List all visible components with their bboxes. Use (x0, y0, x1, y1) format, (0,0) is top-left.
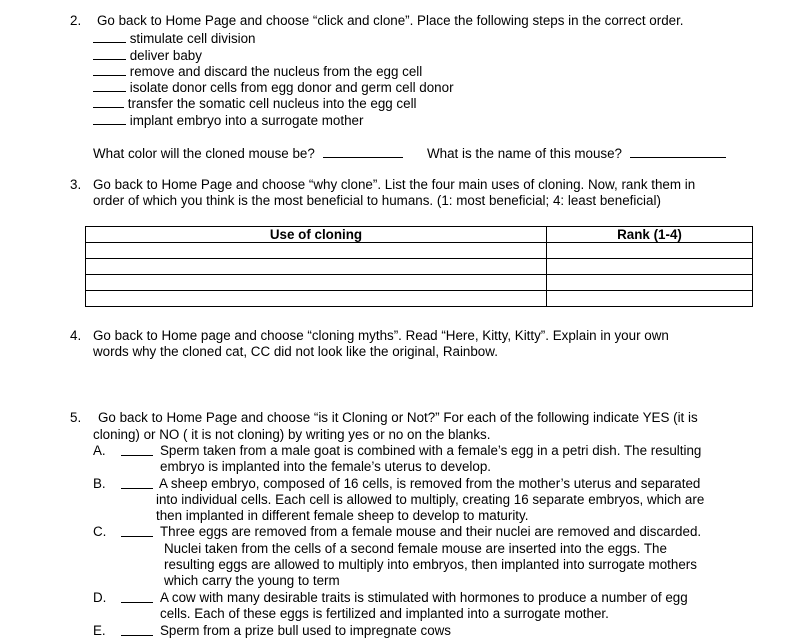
rank-cell[interactable] (547, 259, 753, 275)
item-text: embryo is implanted into the female’s uterus to develop. (160, 459, 491, 474)
q2-name-question (427, 145, 726, 162)
yes-no-blank[interactable] (121, 590, 153, 603)
yes-no-blank[interactable] (121, 623, 153, 636)
q2-step-text: remove and discard the nucleus from the egg cell (129, 64, 423, 79)
use-cell[interactable] (86, 243, 547, 259)
item-text: into individual cells. Each cell is allowed to multiply, creating 16 separate embryos, which are (156, 492, 705, 507)
table-row (86, 275, 753, 291)
item-text: Three eggs are removed from a female mouse and their nuclei are removed and discarded. (160, 524, 702, 539)
q4-number: 4. (70, 328, 82, 343)
q2-step-row (93, 47, 202, 64)
q2-number: 2. (70, 13, 82, 28)
q3-line1: Go back to Home Page and choose “why clone”. List the four main uses of cloning. Now, rank them in (93, 177, 696, 192)
answer-blank[interactable] (93, 79, 126, 92)
yes-no-blank[interactable] (121, 443, 153, 456)
q2-step-text: transfer the somatic cell nucleus into the egg cell (127, 96, 417, 111)
q2-prompt: Go back to Home Page and choose “click and clone”. Place the following steps in the correct order. (97, 13, 684, 28)
item-letter: C. (93, 524, 107, 539)
item-text: which carry the young to term (164, 573, 340, 588)
item-letter: E. (93, 623, 106, 638)
item-text: Sperm from a prize bull used to impregnate cows (160, 623, 452, 638)
rank-cell[interactable] (547, 243, 753, 259)
q2-color-question (93, 145, 403, 162)
name-question-text: What is the name of this mouse? (427, 146, 623, 161)
yes-no-blank[interactable] (121, 524, 153, 537)
name-answer-blank[interactable] (630, 145, 726, 158)
table-row (86, 291, 753, 307)
q2-step-row (93, 95, 417, 112)
item-letter: A. (93, 443, 106, 458)
q5-line2: cloning) or NO ( it is not cloning) by writing yes or no on the blanks. (93, 427, 491, 442)
q5-number: 5. (70, 410, 82, 425)
item-text: resulting eggs are allowed to multiply into embryos, then implanted into surrogate mothers (164, 557, 697, 572)
q2-step-text: isolate donor cells from egg donor and germ cell donor (129, 80, 454, 95)
rank-header: Rank (1-4) (547, 227, 753, 243)
color-question-text: What color will the cloned mouse be? (93, 146, 315, 161)
q2-step-text: implant embryo into a surrogate mother (129, 113, 364, 128)
q2-step-row (93, 112, 363, 129)
use-cell[interactable] (86, 275, 547, 291)
answer-blank[interactable] (93, 112, 126, 125)
yes-no-blank[interactable] (121, 476, 153, 489)
q2-step-row (93, 63, 422, 80)
answer-blank[interactable] (93, 47, 126, 60)
color-answer-blank[interactable] (323, 145, 403, 158)
q5-line1: Go back to Home Page and choose “is it Cloning or Not?” For each of the following indicate YES (it is (98, 410, 698, 425)
cloning-uses-table (85, 226, 753, 307)
answer-blank[interactable] (93, 95, 124, 108)
item-text: A cow with many desirable traits is stimulated with hormones to produce a number of egg (160, 590, 688, 605)
q3-number: 3. (70, 177, 82, 192)
q4-line2: words why the cloned cat, CC did not look like the original, Rainbow. (93, 344, 498, 359)
table-row (86, 259, 753, 275)
use-cell[interactable] (86, 259, 547, 275)
q3-line2: order of which you think is the most beneficial to humans. (1: most beneficial; 4: least beneficial) (93, 193, 661, 208)
answer-blank[interactable] (93, 30, 126, 43)
answer-blank[interactable] (93, 63, 126, 76)
item-text: Nuclei taken from the cells of a second female mouse are inserted into the eggs. The (164, 541, 667, 556)
use-of-cloning-header: Use of cloning (86, 227, 547, 243)
table-header-row (86, 227, 753, 243)
q2-step-row (93, 30, 256, 47)
table-row (86, 243, 753, 259)
q4-line1: Go back to Home page and choose “cloning myths”. Read “Here, Kitty, Kitty”. Explain in your own (93, 328, 669, 343)
use-cell[interactable] (86, 291, 547, 307)
q2-step-text: stimulate cell division (129, 31, 256, 46)
item-text: then implanted in different female sheep to develop to maturity. (156, 508, 529, 523)
item-text: Sperm taken from a male goat is combined with a female’s egg in a petri dish. The resulting (160, 443, 702, 458)
item-text: cells. Each of these eggs is fertilized and implanted into a surrogate mother. (160, 606, 609, 621)
q2-step-row (93, 79, 454, 96)
item-letter: D. (93, 590, 107, 605)
q2-step-text: deliver baby (129, 48, 202, 63)
item-letter: B. (93, 476, 106, 491)
rank-cell[interactable] (547, 275, 753, 291)
rank-cell[interactable] (547, 291, 753, 307)
item-text: A sheep embryo, composed of 16 cells, is removed from the mother’s uterus and separated (159, 476, 701, 491)
